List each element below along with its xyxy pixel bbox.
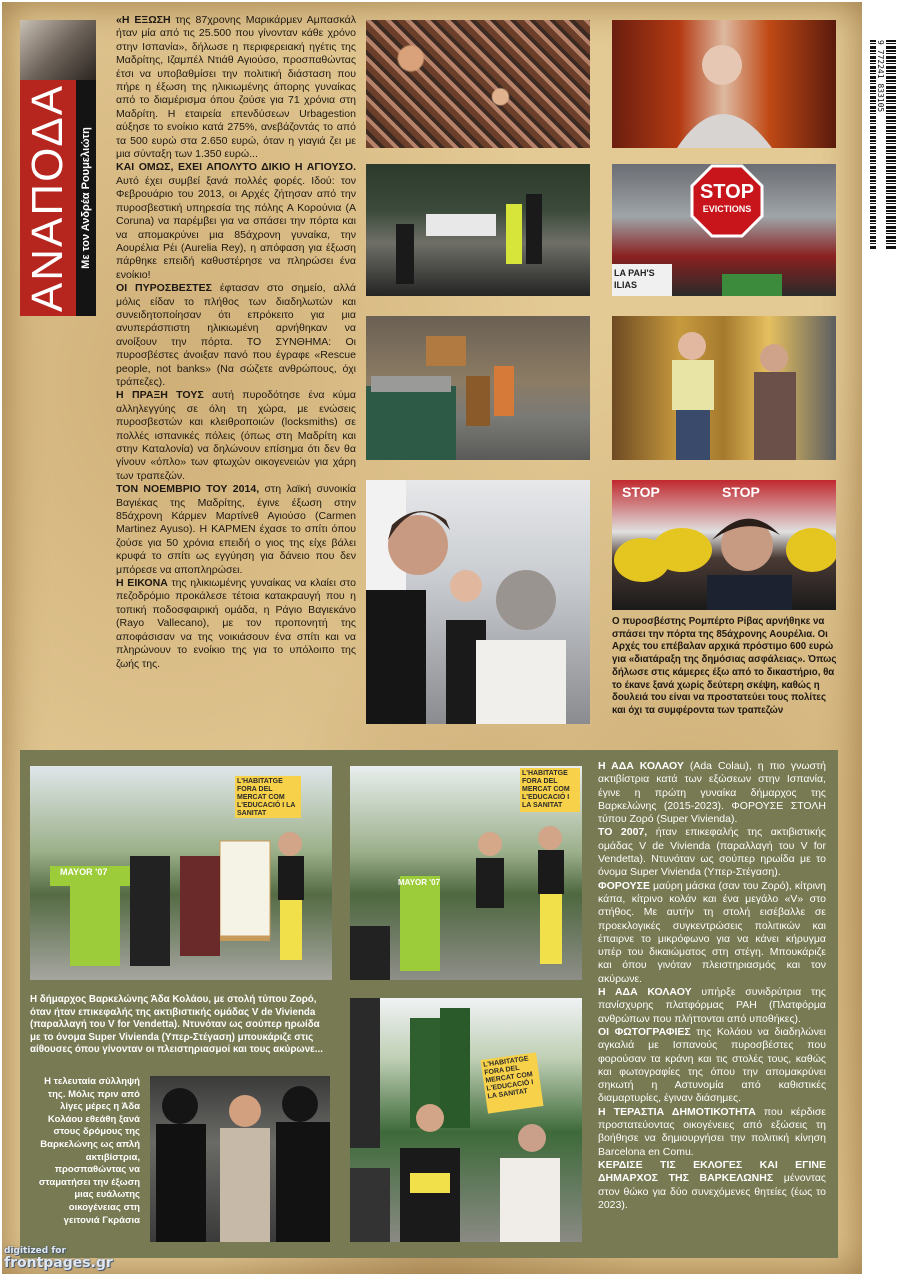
paragraph-lead: Η ΤΕΡΑΣΤΙΑ ΔΗΜΟΤΙΚΟΤΗΤΑ xyxy=(598,1105,756,1118)
paragraph-text: μαύρη μάσκα (σαν του Ζορό), κίτρινη κάπα, κίτρινο κολάν και ένα μεγάλο «V» στο στήθος. Με αυτήν τη στολή εισέβαλλε σε προεκλογικές συγκεντρώσεις πολιτικών και έπαιρνε το μικρόφωνο για να κάνει κήρυγμα υπέρ του δικαιώματος στη στέγη. Μπουκάριζε και όπου γινόταν πλειστηριασμός και τον ακύρωνε. xyxy=(598,879,826,985)
article-paragraph xyxy=(116,14,356,161)
embrace-scene xyxy=(366,480,590,724)
podium-label: MAYOR '07 xyxy=(398,878,441,887)
stop-sign-text: STOP xyxy=(699,181,755,203)
paragraph-lead: Η ΕΙΚΟΝΑ xyxy=(116,577,168,590)
paragraph-lead: Η ΑΔΑ ΚΟΛΑΟΥ xyxy=(598,986,692,999)
article-paragraph xyxy=(116,389,356,483)
paragraph-lead: ΦΟΡΟΥΣΕ xyxy=(598,879,650,892)
arrest-caption: Η τελευταία σύλληψή της. Μόλις πριν από λίγες μέρες η Άδα Κολάου εθεάθη ξανά στους δρόμους της Βαρκελώνης ως απλή ακτιβίστρια, προσπαθώντας να σταματήσει την έξωση μιας ευάλωτης οικογένειας στη γειτονιά Γκράσια xyxy=(38,1076,140,1226)
barcode-number-strip xyxy=(876,40,886,250)
column-title: ΑΝΑΠΟΔΑ xyxy=(23,83,73,313)
ada-colau-superhero-photo xyxy=(350,766,582,980)
article-paragraph xyxy=(116,577,356,671)
paragraph-lead: «Η ΕΞΩΣΗ xyxy=(116,14,171,26)
empty-apartment-photo xyxy=(366,316,590,460)
stop-sign-text-right: STOP xyxy=(722,484,760,500)
ada-colau-arrest-photo xyxy=(150,1076,330,1242)
article-body xyxy=(116,14,356,734)
ada-colau-street-protest-photo xyxy=(350,998,582,1242)
paragraph-lead: ΚΑΙ ΟΜΩΣ, ΕΧΕΙ ΑΠΟΛΥΤΟ ΔΙΚΙΟ Η ΑΓΙΟΥΣΟ. xyxy=(116,161,356,174)
protest-sign: L'HABITATGE FORA DEL MERCAT COM L'EDUCACIÓ I LA SANITAT xyxy=(235,776,301,818)
paragraph-text: έφτασαν στο σημείο, αλλά μόλις είδαν το πλήθος των διαδηλωτών και συνειδητοποίησαν ότι επρόκειτο για μια ανυπεράσπιστη ηλικιωμένη αρνήθηκαν να ανοίξουν την πόρτα. ΤΟ ΣΥΝΘΗΜΑ: Οι πυροσβέστες άνοιξαν πανό που έγραφε «Rescue people, not banks» (Να σώζετε ανθρώπους, όχι τράπεζες). xyxy=(116,282,356,388)
paragraph-lead: Η ΑΔΑ ΚΟΛΑΟΥ xyxy=(598,760,684,772)
paragraph-lead: ΤΟΝ ΝΟΕΜΒΡΙΟ ΤΟΥ 2014, xyxy=(116,483,260,496)
panel-paragraph xyxy=(598,986,826,1026)
column-byline-block xyxy=(76,80,96,316)
paragraph-text: που κέρδισε προστατεύοντας οικογένειες από εξώσεις τη βοήθησε να δημιουργήσει την πολιτική κίνηση Barcelona en Comu. xyxy=(598,1105,826,1158)
panel-paragraph xyxy=(598,1026,826,1106)
ada-colau-press-conference-photo xyxy=(30,766,332,980)
elderly-woman-figure xyxy=(612,20,836,148)
paragraph-text: της Κολάου να διαδηλώνει αγκαλιά με Ισπανούς πυροσβέστες που φορούσαν τα κράνη και τις στολές τους, καθώς και φωτογραφίες της όπου την απομακρύνει σηκωτή η Αστυνομία από καθιστικές διαμαρτυρίες, έγιναν διάσημες. xyxy=(598,1025,827,1105)
police-escort-scene xyxy=(150,1076,330,1242)
barcode-number: 9 772241 833105 xyxy=(876,40,885,113)
paragraph-text: της ηλικιωμένης γυναίκας να κλαίει στο πεζοδρόμιο προκάλεσε τέτοια κατακραυγή που η τοπική ποδοσφαιρική ομάδα, η Ράγιο Βαγιεκάνο (Rayo Vallecano), με τον προπονητή της αποφάσισαν να της νοικιάσουν ένα σπίτι και να πληρώνουν το ενοίκιο της για το υπόλοιπο της ζωής της. xyxy=(116,577,356,670)
paragraph-lead: ΚΕΡΔΙΣΕ ΤΙΣ ΕΚΛΟΓΕΣ ΚΑΙ ΕΓΙΝΕ ΔΗΜΑΡΧΟΣ ΤΗΣ ΒΑΡΚΕΛΩΝΗΣ xyxy=(598,1158,826,1185)
panel-paragraph xyxy=(598,880,826,986)
paragraph-text: Αυτό έχει συμβεί ξανά πολλές φορές. Ιδού: τον Φεβρουάριο του 2013, οι Αρχές ζήτησαν από την πυροσβεστική υπηρεσία της πόλης Α Κορούνια (A Coruna) να παρέμβει για να σπάσει την πόρτα και να απομακρύνει μια 85άχρονη γυναίκα, την Αουρέλια Ρέι (Aurelia Rey), η απόφαση για έξωση πάρθηκε επειδή καθυστέρησε να πληρώσει ένα ενοίκιο! xyxy=(116,174,356,281)
panel-paragraph xyxy=(598,1159,826,1212)
elderly-woman-crying-photo xyxy=(612,20,836,148)
article-paragraph xyxy=(116,483,356,577)
ada-colau-text xyxy=(598,760,826,1212)
street-protest-scene xyxy=(350,998,582,1242)
watermark-site: frontpages.gr xyxy=(4,1255,113,1271)
banner-text: LA PAH'S xyxy=(614,268,655,278)
woman-hugging-firefighter-photo xyxy=(366,480,590,724)
paragraph-text: υπήρξε συνιδρύτρια της πανίσχυρης πλατφόρμας PAH (Πλατφόρμα ανθρώπων που πλήττονται από υποθήκες). xyxy=(598,986,826,1025)
paragraph-lead: ΟΙ ΦΩΤΟΓΡΑΦΙΕΣ xyxy=(598,1025,691,1038)
firefighter-caption: Ο πυροσβέστης Ρομπέρτο Ρίβας αρνήθηκε να σπάσει την πόρτα της 85άχρονης Αουρέλια. Οι Αρχές του επέβαλαν αρχικά πρόστιμο 600 ευρώ για «διατάραξη της δημόσιας ασφάλειας». Όπως δήλωσε στις κάμερες έξω από το δικαστήριο, θα το έκανε ξανά χωρίς δεύτερη σκέψη, καθώς η δουλειά του είναι να προστατεύει τους πολίτες και όχι τα συμφέροντα των τραπεζών xyxy=(612,616,837,716)
paragraph-lead: Η ΠΡΑΞΗ ΤΟΥΣ xyxy=(116,389,204,402)
stop-sign-text-left: STOP xyxy=(622,484,660,500)
column-title-block xyxy=(20,80,76,316)
watermark-small: digitized for xyxy=(4,1246,66,1256)
mayor-caption: Η δήμαρχος Βαρκελώνης Άδα Κολάου, με στολή τύπου Ζορό, όταν ήταν επικεφαλής της ακτιβιστικής ομάδας V de Vivienda (παραλλαγή του V for Vendetta). Ντυνόταν ως σούπερ ηρωίδα με το όνομα Super Vivienda (Υπερ-Στέγαση) μπουκάριζε στις αίθουσες όπου γίνονταν οι πλειστηριασμοί και τους ακύρωνε... xyxy=(30,994,323,1056)
columnist-photo xyxy=(20,20,96,80)
paragraph-lead: ΤΟ 2007, xyxy=(598,826,648,839)
paragraph-text: στη λαϊκή συνοικία Βαγιέκας της Μαδρίτης, έγινε έξωση στην 85άχρονη Κάρμεν Μαρτίνεθ Αγιούσο (Carmen Martinez Ayuso). Η ΚΑΡΜΕΝ έχασε το σπίτι όπου ζούσε για 50 χρόνια επειδή ο γιος της είχε βάλει κρυφά το σπίτι ως εγγύηση για δάνειο που δεν μπόρεσε να αποπληρώσει. xyxy=(116,483,356,576)
furniture-on-street xyxy=(366,316,590,460)
doorway-couple-photo xyxy=(612,316,836,460)
panel-paragraph xyxy=(598,760,826,826)
panel-paragraph xyxy=(598,826,826,879)
panel-paragraph xyxy=(598,1106,826,1159)
stop-evictions-protest-photo xyxy=(612,164,836,296)
column-byline: Με τον Ανδρέα Ρουμελιώτη xyxy=(80,127,93,269)
protest-sign: L'HABITATGE FORA DEL MERCAT COM L'EDUCACIÓ I LA SANITAT xyxy=(481,1052,544,1113)
paragraph-lead: ΟΙ ΠΥΡΟΣΒΕΣΤΕΣ xyxy=(116,282,212,295)
paragraph-text: (Ada Colau), η πιο γνωστή ακτιβίστρια κατά των εξώσεων στην Ισπανία, έγινε η πρώτη γυναίκα δήμαρχος της Βαρκελώνης (2015-2023). ΦΟΡΟΥΣΕ ΣΤΟΛΗ τύπου Ζορό (Super Vivienda). xyxy=(598,760,826,826)
man-and-woman-figures xyxy=(612,316,836,460)
protest-crowd-photo xyxy=(366,20,590,148)
paragraph-text: αυτή πυροδότησε ένα κύμα αλληλεγγύης σε όλη τη χώρα, με ενώσεις πυροσβεστών και κλειθροποιών (locksmiths) σε πολλές ισπανικές πόλεις (όπως στη Μαδρίτη και στην Καταλονία) να δηλώνουν επίσημα ότι δεν θα γίνουν «όπλο» των φτωχών οικογενειών για χάρη των τραπεζών. xyxy=(116,389,356,482)
site-watermark xyxy=(4,1246,113,1270)
eviction-police-photo xyxy=(366,164,590,296)
banner-text-2: ILIAS xyxy=(614,280,638,290)
article-paragraph xyxy=(116,282,356,389)
paragraph-text: ήταν επικεφαλής της ακτιβιστικής ομάδας V de Vivienda (παραλλαγή του V for Vendetta). Ντυνόταν ως σούπερ ηρωίδα με το όνομα Super Vivienda (Υπερ-Στέγαση). xyxy=(598,826,826,879)
stop-sign-subtext: EVICTIONS xyxy=(702,204,752,214)
firefighter-roberto-rivas-photo xyxy=(612,480,836,610)
stretcher-scene xyxy=(366,164,590,296)
podium-label: MAYOR '07 xyxy=(60,867,108,877)
protest-sign: L'HABITATGE FORA DEL MERCAT COM L'EDUCACIÓ I LA SANITAT xyxy=(520,768,580,812)
article-paragraph xyxy=(116,161,356,282)
paragraph-text: μένοντας στον θώκο για δύο συνεχόμενες θητείες (έως το 2023). xyxy=(598,1172,826,1211)
paragraph-text: της 87χρονης Μαρικάρμεν Αμπασκάλ ήταν μία από τις 25.500 που γίνονταν κάθε χρόνο στην Ισπανία», δήλωσε η περιφερειακή ηγέτις της Μαδρίτης, Ιζαμπέλ Ντιάθ Αγιούσο, προσπαθώντας έτσι να υποβαθμίσει την πολιτική διάσταση που πήρε η έξωση της ηλικιωμένης άπορης γυναίκας από το διαμέρισμα όπου ζούσε για 71 χρόνια στη Μαδρίτη. Η εταιρεία επενδύσεων Urbagestion αύξησε το ενοίκιο κατά 275%, ανεβάζοντάς το από τα 500 ευρώ στα 2.650 ευρώ, όταν η γιαγιά ζει με μια σύνταξη των 1.350 ευρώ... xyxy=(116,14,356,161)
